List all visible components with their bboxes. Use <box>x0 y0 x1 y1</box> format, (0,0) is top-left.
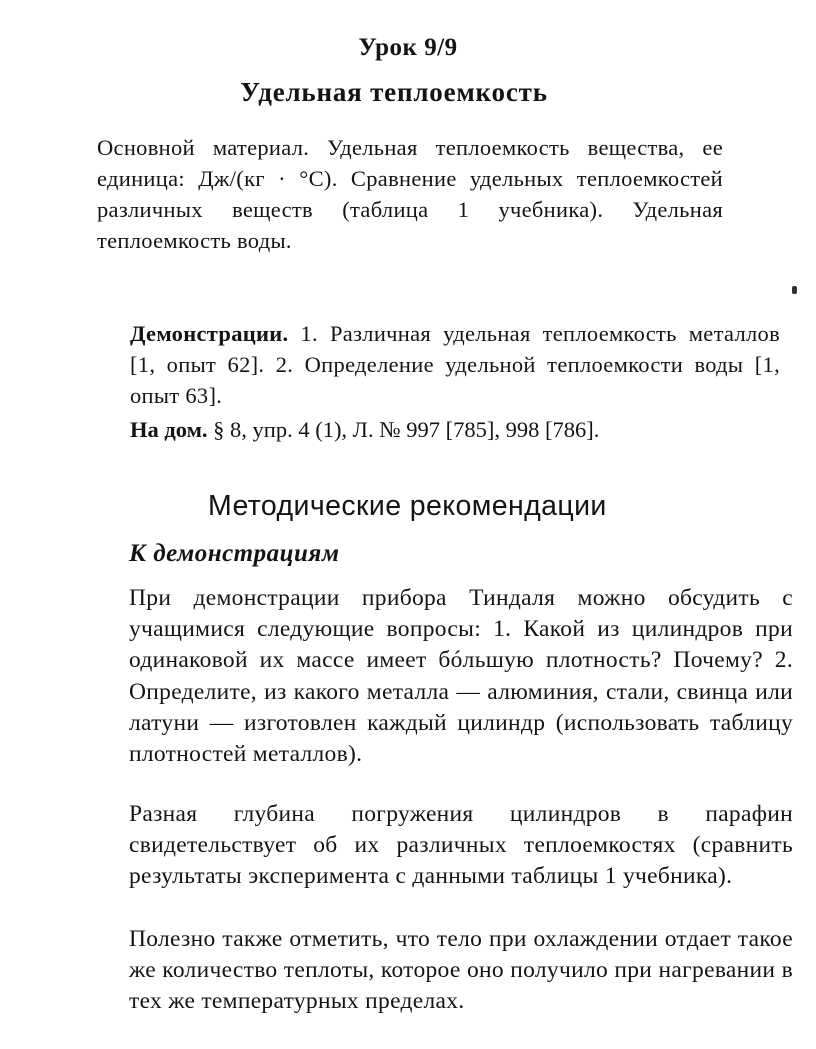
section-heading: Методические рекомендации <box>208 490 607 522</box>
paragraph-cooling: Полезно также отметить, что тело при охлаждении отдает такое же количество теплоты, которое оно получило при нагревании в тех же температурных пределах. <box>129 926 793 1015</box>
homework-text: § 8, упр. 4 (1), Л. № 997 [785], 998 [786]. <box>207 417 600 442</box>
scan-speck <box>792 286 797 294</box>
sub-heading: К демонстрациям <box>129 540 340 567</box>
demonstrations-paragraph <box>130 318 780 411</box>
demonstrations-text: 1. Различная удельная теплоемкость металлов [1, опыт 62]. 2. Определение удельной теплоемкости воды [1, опыт 63]. <box>130 321 780 408</box>
paragraph-tyndall: При демонстрации прибора Тиндаля можно обсудить с учащимися следующие вопросы: 1. Какой из цилиндров при одинаковой их массе имеет бóльшую плотность? Почему? 2. Определите, из какого металла — алюминия, стали, свинца или латуни — изготовлен каждый цилиндр (использовать таблицу плотностей металлов). <box>129 585 793 768</box>
homework-label: На дом. <box>130 417 208 442</box>
paragraph-paraffin: Разная глубина погружения цилиндров в парафин свидетельствует об их различных теплоемкостях (сравнить результаты эксперимента с данными таблицы 1 учебника). <box>129 801 793 890</box>
main-material-paragraph: Основной материал. Удельная теплоемкость вещества, ее единица: Дж/(кг · °С). Сравнение удельных теплоемкостей различных веществ (таблица 1 учебника). Удельная теплоемкость воды. <box>97 135 723 253</box>
demonstrations-label: Демонстрации. <box>130 321 289 346</box>
homework-line <box>130 414 780 445</box>
lesson-number: Урок 9/9 <box>358 34 458 61</box>
lesson-title: Удельная теплоемкость <box>240 77 548 107</box>
